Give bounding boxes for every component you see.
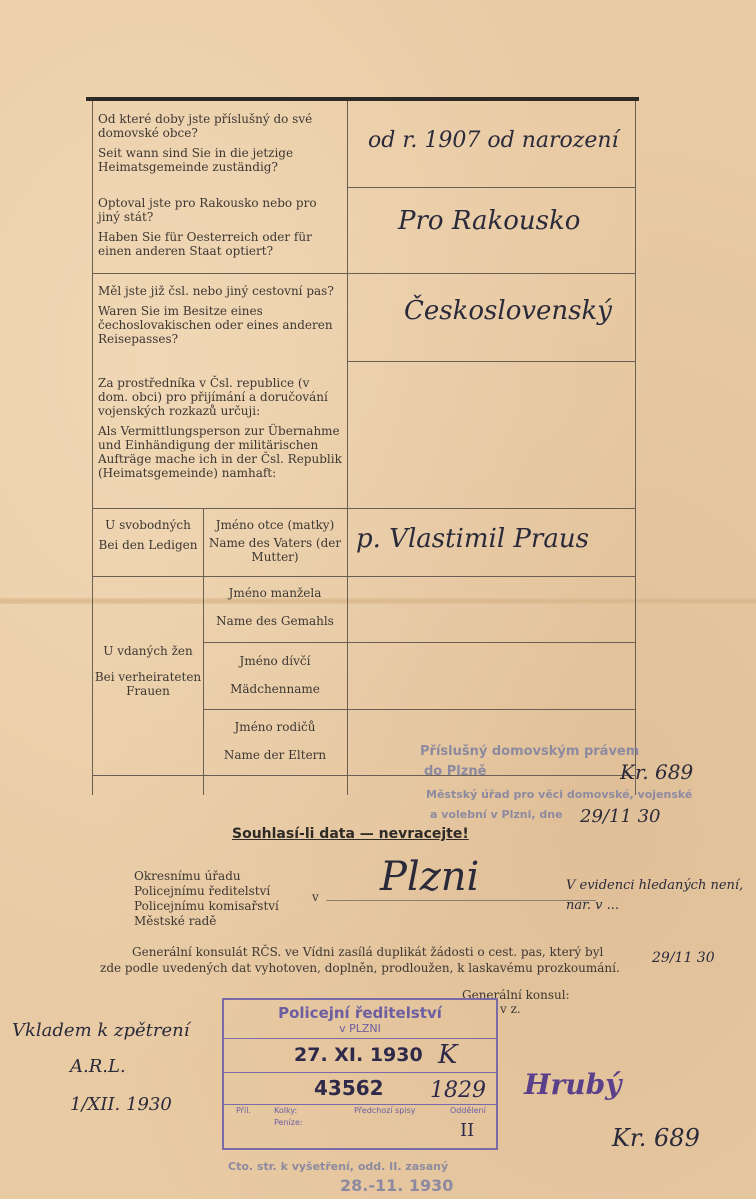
married-label-de: Bei verheirateten Frauen bbox=[94, 670, 202, 698]
row-divider bbox=[93, 273, 635, 274]
stamp-year-ref: 1829 bbox=[430, 1078, 486, 1103]
stamp-roman: II bbox=[460, 1120, 475, 1141]
question-1-cz: Od které doby jste příslušný do své domovské obce? bbox=[98, 112, 313, 140]
stamp-divider bbox=[224, 1072, 496, 1073]
stamp-penize: Peníze: bbox=[274, 1118, 303, 1127]
answer-1-handwritten: od r. 1907 od narození bbox=[368, 128, 619, 153]
office-dotted-line bbox=[326, 900, 596, 901]
question-1 bbox=[98, 112, 342, 180]
right-note-handwritten: 29/11 30 bbox=[652, 950, 715, 966]
notice-heading: Souhlasí-li data — nevracejte! bbox=[232, 826, 469, 842]
office-city-handwritten: Plzni bbox=[380, 854, 480, 900]
father-name-field bbox=[204, 518, 346, 570]
question-2-de: Haben Sie für Oesterreich oder für einen anderen Staat optiert? bbox=[98, 230, 312, 258]
stamp-initial: K bbox=[438, 1040, 458, 1070]
stamp-number: 43562 bbox=[314, 1076, 384, 1100]
maiden-name-cz: Jméno dívčí bbox=[239, 654, 311, 668]
municipal-stamp-kr: Kr. 689 bbox=[620, 760, 694, 784]
col-divider bbox=[347, 508, 348, 795]
question-3-de: Waren Sie im Besitze eines čechoslovakischen oder eines anderen Reisepasses? bbox=[98, 304, 333, 346]
col-divider bbox=[347, 101, 348, 508]
question-4-cz: Za prostředníka v Čsl. republice (v dom. obci) pro přijímání a doručování vojenských rozkazů určuji: bbox=[98, 376, 328, 418]
single-label-cz: U svobodných bbox=[105, 518, 191, 532]
municipal-stamp-line-3: Městský úřad pro věci domovské, vojenské bbox=[426, 788, 693, 801]
municipal-stamp-line-2: do Plzně bbox=[424, 764, 487, 779]
office-item: Policejnímu komisařství bbox=[134, 899, 279, 913]
stamp-divider bbox=[224, 1038, 496, 1039]
question-4-de: Als Vermittlungsperson zur Übernahme und Einhändigung der militärischen Aufträge mache ich in der Čsl. Republik (Heimatsgemeinde) namhaft: bbox=[98, 424, 342, 480]
stamp-divider bbox=[224, 1104, 496, 1105]
single-label bbox=[94, 518, 202, 558]
consul-vz: v z. bbox=[500, 1002, 521, 1016]
answer-3-handwritten: Československý bbox=[404, 296, 612, 326]
bottom-stamp-date: 28.-11. 1930 bbox=[340, 1176, 454, 1195]
bottom-stamp: Cto. str. k vyšetření, odd. II. zasaný bbox=[228, 1160, 449, 1173]
parents-name-field bbox=[204, 720, 346, 768]
row-divider bbox=[93, 508, 635, 509]
office-list bbox=[134, 869, 294, 929]
stamp-date: 27. XI. 1930 bbox=[294, 1044, 423, 1066]
row-divider bbox=[93, 775, 635, 776]
consul-signature: Hrubý bbox=[524, 1068, 622, 1101]
consul-label: Generální konsul: bbox=[462, 988, 570, 1002]
question-2 bbox=[98, 196, 342, 264]
maiden-name-field bbox=[204, 654, 346, 702]
husband-name-de: Name des Gemahls bbox=[216, 614, 334, 628]
husband-name-cz: Jméno manžela bbox=[228, 586, 322, 600]
municipal-stamp-line-4: a volební v Plzni, dne bbox=[430, 808, 563, 821]
left-note-line-3: 1/XII. 1930 bbox=[70, 1094, 172, 1115]
police-stamp bbox=[222, 998, 498, 1150]
stamp-subtitle: v PLZNI bbox=[339, 1022, 381, 1035]
stamp-col-4: Oddělení bbox=[450, 1106, 486, 1115]
stamp-title: Policejní ředitelství bbox=[278, 1004, 442, 1022]
office-prefix: v bbox=[312, 890, 319, 904]
row-divider bbox=[203, 642, 635, 643]
married-label-cz: U vdaných žen bbox=[103, 644, 193, 658]
question-3-cz: Měl jste již čsl. nebo jiný cestovní pas? bbox=[98, 284, 334, 298]
municipal-stamp-line-1: Příslušný domovským právem bbox=[420, 744, 640, 759]
married-label bbox=[94, 644, 202, 704]
row-divider bbox=[93, 576, 635, 577]
office-item: Policejnímu ředitelství bbox=[134, 884, 271, 898]
municipal-stamp-date: 29/11 30 bbox=[580, 806, 661, 827]
maiden-name-de: Mädchenname bbox=[230, 682, 320, 696]
row-divider bbox=[203, 709, 635, 710]
office-item: Městské radě bbox=[134, 914, 217, 928]
stamp-col-3: Předchozí spisy bbox=[354, 1106, 416, 1115]
question-1-de: Seit wann sind Sie in die jetzige Heimatsgemeinde zuständig? bbox=[98, 146, 294, 174]
consulate-text: Generální konsulát RČS. ve Vídni zasílá duplikát žádosti o cest. pas, který byl zde podle uvedených dat vyhotoven, doplněn, prodloužen, k laskavému prozkoumání. bbox=[100, 945, 620, 975]
question-4 bbox=[98, 376, 342, 486]
father-name-de: Name des Vaters (der Mutter) bbox=[208, 536, 342, 564]
stamp-col-1: Příl. bbox=[236, 1106, 251, 1115]
parents-name-cz: Jméno rodičů bbox=[234, 720, 316, 734]
left-note-line-1: Vkladem k zpětrení bbox=[12, 1020, 190, 1041]
row-divider bbox=[347, 187, 635, 188]
father-name-handwritten: p. Vlastimil Praus bbox=[356, 524, 589, 554]
parents-name-de: Name der Eltern bbox=[223, 748, 327, 762]
bottom-kr: Kr. 689 bbox=[612, 1124, 700, 1152]
left-note-line-2: A.R.L. bbox=[70, 1056, 126, 1077]
answer-2-handwritten: Pro Rakousko bbox=[398, 206, 581, 236]
row-divider bbox=[347, 361, 635, 362]
stamp-col-2: Kolky: bbox=[274, 1106, 298, 1115]
single-label-de: Bei den Ledigen bbox=[98, 538, 198, 552]
question-3 bbox=[98, 284, 342, 352]
husband-name-field bbox=[204, 586, 346, 634]
office-item: Okresnímu úřadu bbox=[134, 869, 241, 883]
office-note-handwritten: V evidenci hledaných není, nar. v ... bbox=[566, 878, 744, 913]
father-name-cz: Jméno otce (matky) bbox=[215, 518, 335, 532]
question-2-cz: Optoval jste pro Rakousko nebo pro jiný stát? bbox=[98, 196, 317, 224]
